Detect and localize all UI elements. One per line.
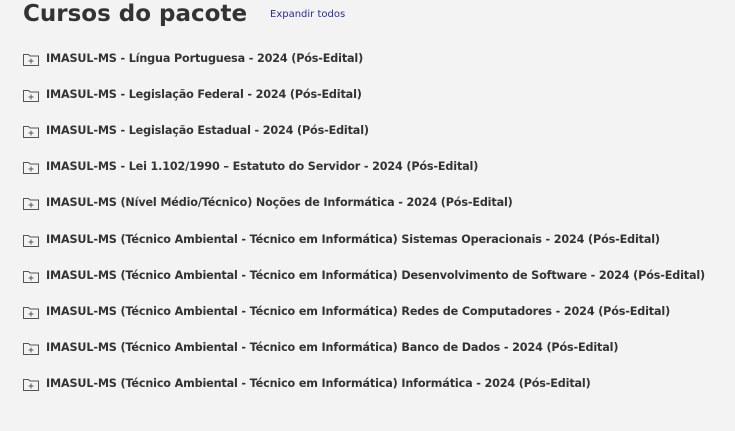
course-label: IMASUL-MS (Técnico Ambiental - Técnico em Informática) Redes de Computadores - 2024 (Pós-Edital) [46, 304, 671, 318]
course-item[interactable] [23, 293, 733, 329]
course-item[interactable] [23, 257, 733, 293]
course-label: IMASUL-MS (Nível Médio/Técnico) Noções de Informática - 2024 (Pós-Edital) [46, 196, 513, 210]
folder-plus-icon [23, 197, 39, 210]
folder-plus-icon [23, 53, 39, 66]
package-header [23, 0, 723, 30]
folder-plus-icon [23, 89, 39, 102]
folder-plus-icon [23, 378, 39, 391]
page-title: Cursos do pacote [23, 1, 248, 27]
folder-plus-icon [23, 306, 39, 319]
course-label: IMASUL-MS (Técnico Ambiental - Técnico em Informática) Banco de Dados - 2024 (Pós-Edital) [46, 341, 619, 355]
folder-plus-icon [23, 234, 39, 247]
course-label: IMASUL-MS - Legislação Federal - 2024 (Pós-Edital) [46, 87, 362, 101]
course-item[interactable] [23, 40, 733, 76]
course-label: IMASUL-MS - Língua Portuguesa - 2024 (Pós-Edital) [46, 51, 364, 65]
folder-plus-icon [23, 270, 39, 283]
course-label: IMASUL-MS (Técnico Ambiental - Técnico em Informática) Informática - 2024 (Pós-Edital) [46, 377, 591, 391]
folder-plus-icon [23, 342, 39, 355]
folder-plus-icon [23, 125, 39, 138]
course-item[interactable] [23, 221, 733, 257]
course-item[interactable] [23, 149, 733, 185]
course-item[interactable] [23, 76, 733, 112]
expand-all-link[interactable]: Expandir todos [270, 9, 346, 20]
course-item[interactable] [23, 112, 733, 148]
course-label: IMASUL-MS - Legislação Estadual - 2024 (Pós-Edital) [46, 123, 369, 137]
course-item[interactable] [23, 366, 733, 402]
course-label: IMASUL-MS (Técnico Ambiental - Técnico em Informática) Desenvolvimento de Software - 2024 (Pós-Edital) [46, 268, 706, 282]
course-list [23, 40, 733, 402]
course-label: IMASUL-MS - Lei 1.102/1990 – Estatuto do Servidor - 2024 (Pós-Edital) [46, 160, 479, 174]
folder-plus-icon [23, 161, 39, 174]
course-label: IMASUL-MS (Técnico Ambiental - Técnico em Informática) Sistemas Operacionais - 2024 (Pós-Edital) [46, 232, 660, 246]
course-item[interactable] [23, 185, 733, 221]
course-item[interactable] [23, 330, 733, 366]
